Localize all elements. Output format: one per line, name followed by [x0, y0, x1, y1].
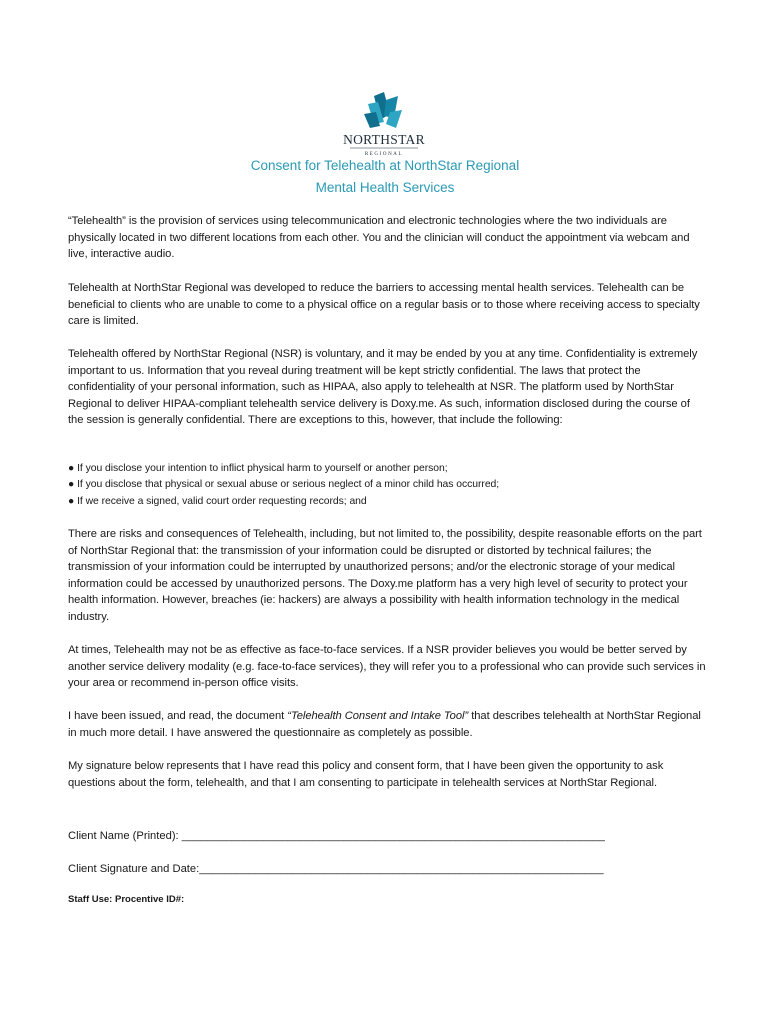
paragraph-risks: There are risks and consequences of Telehealth, including, but not limited to, the possibility, despite reasonable efforts on the part of NorthStar Regional that: the transmission of your information could be disrupted or distorted by technical failures; the transmission of your information could be interrupted by unauthorized persons; and/or the electronic storage of your medical information could be accessed by unauthorized persons. The Doxy.me platform has a very high level of security to protect your health information. However, breaches (ie: hackers) are always a possibility with health information technology in the medical industry. — [68, 528, 702, 623]
list-item: ● If you disclose that physical or sexual abuse or serious neglect of a minor child has occurred; — [68, 479, 500, 491]
logo-sub: REGIONAL — [364, 152, 404, 157]
northstar-logo-icon — [334, 92, 434, 158]
document-text-after: that describes telehealth at NorthStar Regional in much more detail. I have answered the questionnaire as completely as possible. — [68, 710, 701, 739]
staff-use-label: Staff Use: Procentive ID#: — [68, 894, 185, 905]
form-title-line1: Consent for Telehealth at NorthStar Regional — [250, 158, 520, 173]
client-name-field[interactable]: Client Name (Printed): ____________________________________________________________________ — [68, 830, 605, 842]
paragraph-effectiveness: At times, Telehealth may not be as effective as face-to-face services. If a NSR provider believes you would be better served by another service delivery modality (e.g. face-to-face services), they will refer you to a professional who can provide such services in your area or recommend in-person office visits. — [68, 644, 706, 690]
paragraph-purpose: Telehealth at NorthStar Regional was developed to reduce the barriers to accessing mental health services. Telehealth can be beneficial to clients who are unable to come to a physical office on a regular basis or to those where receiving access to specialty care is limited. — [68, 282, 700, 328]
client-signature-field[interactable]: Client Signature and Date:_________________________________________________________________ — [68, 863, 604, 875]
form-title-line2: Mental Health Services — [315, 180, 455, 195]
logo-name: NORTHSTAR — [343, 132, 425, 147]
document-title: “Telehealth Consent and Intake Tool” — [287, 710, 469, 722]
paragraph-definition: “Telehealth” is the provision of services using telecommunication and electronic technologies where the two individuals are physically located in two different locations from each other. You and the clinician will conduct the appointment via webcam and live, interactive audio. — [68, 215, 690, 261]
list-item: ● If we receive a signed, valid court order requesting records; and — [68, 495, 367, 507]
paragraph-document — [68, 708, 708, 741]
list-item: ● If you disclose your intention to inflict physical harm to yourself or another person; — [68, 463, 448, 474]
paragraph-confidentiality: Telehealth offered by NorthStar Regional (NSR) is voluntary, and it may be ended by you at any time. Confidentiality is extremely important to us. Information that you reveal during treatment will be kept strictly confidential. The laws that protect the confidentiality of your personal information, such as HIPAA, also apply to telehealth at NSR. The platform used by NorthStar Regional to deliver HIPAA-compliant telehealth service delivery is Doxy.me. As such, information disclosed during the course of the session is generally confidential. There are exceptions to this, however, that include the following: — [68, 348, 698, 427]
document-text-before: I have been issued, and read, the document — [68, 710, 288, 722]
northstar-logo — [334, 92, 434, 158]
exceptions-list — [68, 461, 708, 510]
paragraph-signature-statement: My signature below represents that I have read this policy and consent form, that I have been given the opportunity to ask questions about the form, telehealth, and that I am consenting to participate in telehealth services at NorthStar Regional. — [68, 760, 664, 789]
